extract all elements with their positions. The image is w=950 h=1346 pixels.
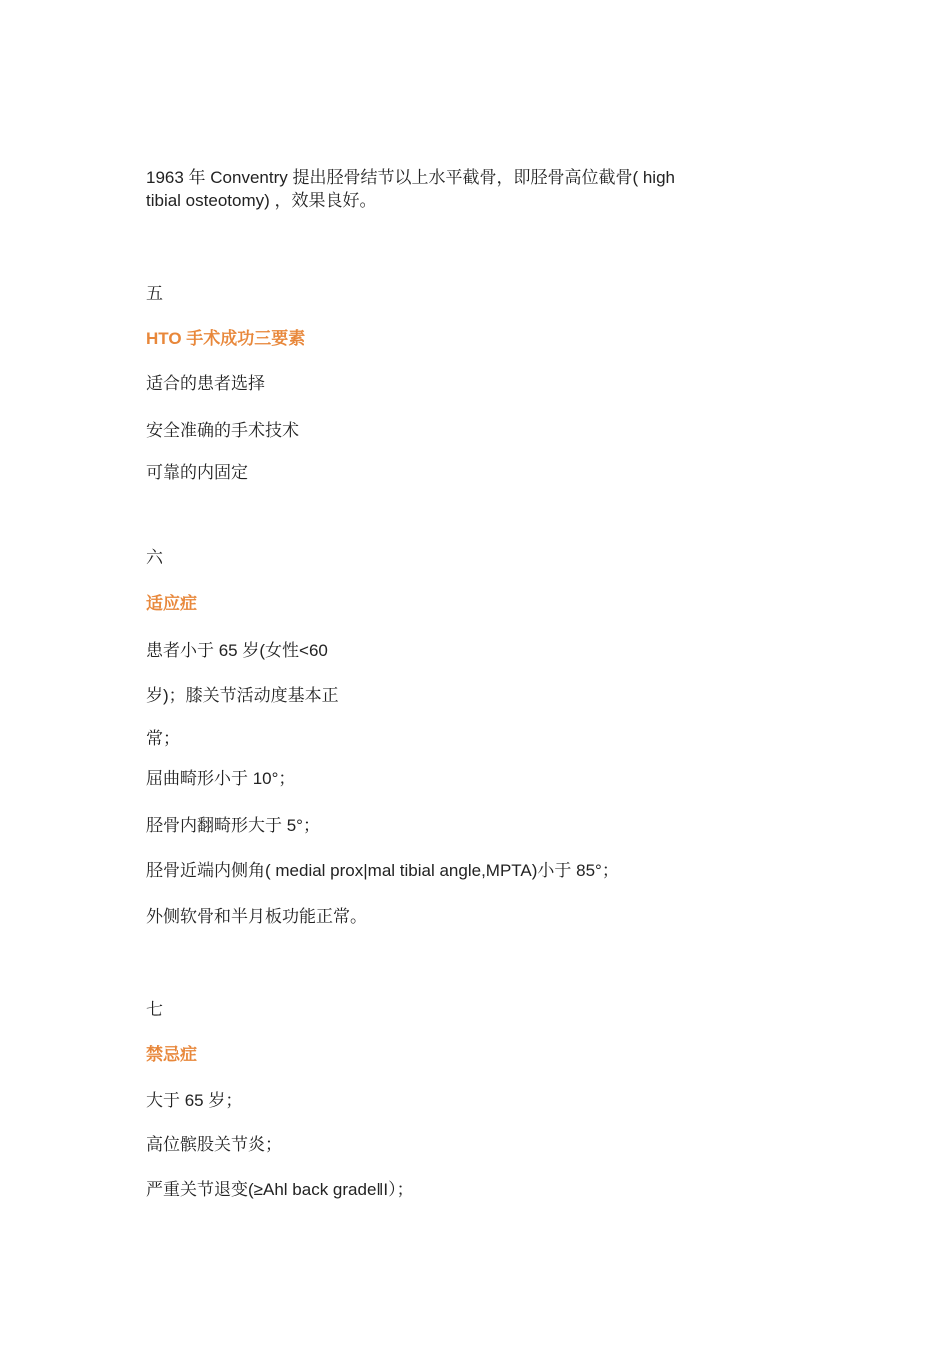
section-6-item-3: 常；: [146, 729, 180, 748]
section-7-item-2: 高位髌股关节炎；: [146, 1135, 282, 1154]
section-6-item-2: 岁)；膝关节活动度基本正: [146, 686, 339, 705]
section-6-item-7: 外侧软骨和半月板功能正常。: [146, 907, 367, 926]
section-5-item-2: 安全准确的手术技术: [146, 421, 299, 440]
intro-line-1: 1963 年 Conventry 提出胫骨结节以上水平截骨，即胫骨高位截骨( high: [146, 168, 675, 187]
section-7-item-1: 大于 65 岁；: [146, 1091, 243, 1110]
section-5-number: 五: [146, 284, 163, 304]
section-6-item-4: 屈曲畸形小于 10°；: [146, 769, 296, 788]
section-7-number: 七: [146, 1000, 163, 1020]
intro-line-2: tibial osteotomy) ，效果良好。: [146, 191, 377, 210]
section-6-item-6: 胫骨近端内侧角( medial prox|mal tibial angle,MPTA)小于 85°；: [146, 861, 619, 880]
section-6-number: 六: [146, 548, 163, 568]
section-7-item-3: 严重关节退变(≥Ahl back grade‖I）；: [146, 1180, 414, 1199]
intro-paragraph: [146, 166, 746, 212]
section-5-item-3: 可靠的内固定: [146, 463, 248, 482]
section-7-heading: 禁忌症: [146, 1045, 197, 1064]
section-6-item-5: 胫骨内翻畸形大于 5°；: [146, 816, 320, 835]
section-6-item-1: 患者小于 65 岁(女性<60: [146, 641, 328, 660]
section-6-heading: 适应症: [146, 594, 197, 613]
section-5-heading: HTO 手术成功三要素: [146, 329, 306, 348]
section-5-item-1: 适合的患者选择: [146, 374, 265, 393]
